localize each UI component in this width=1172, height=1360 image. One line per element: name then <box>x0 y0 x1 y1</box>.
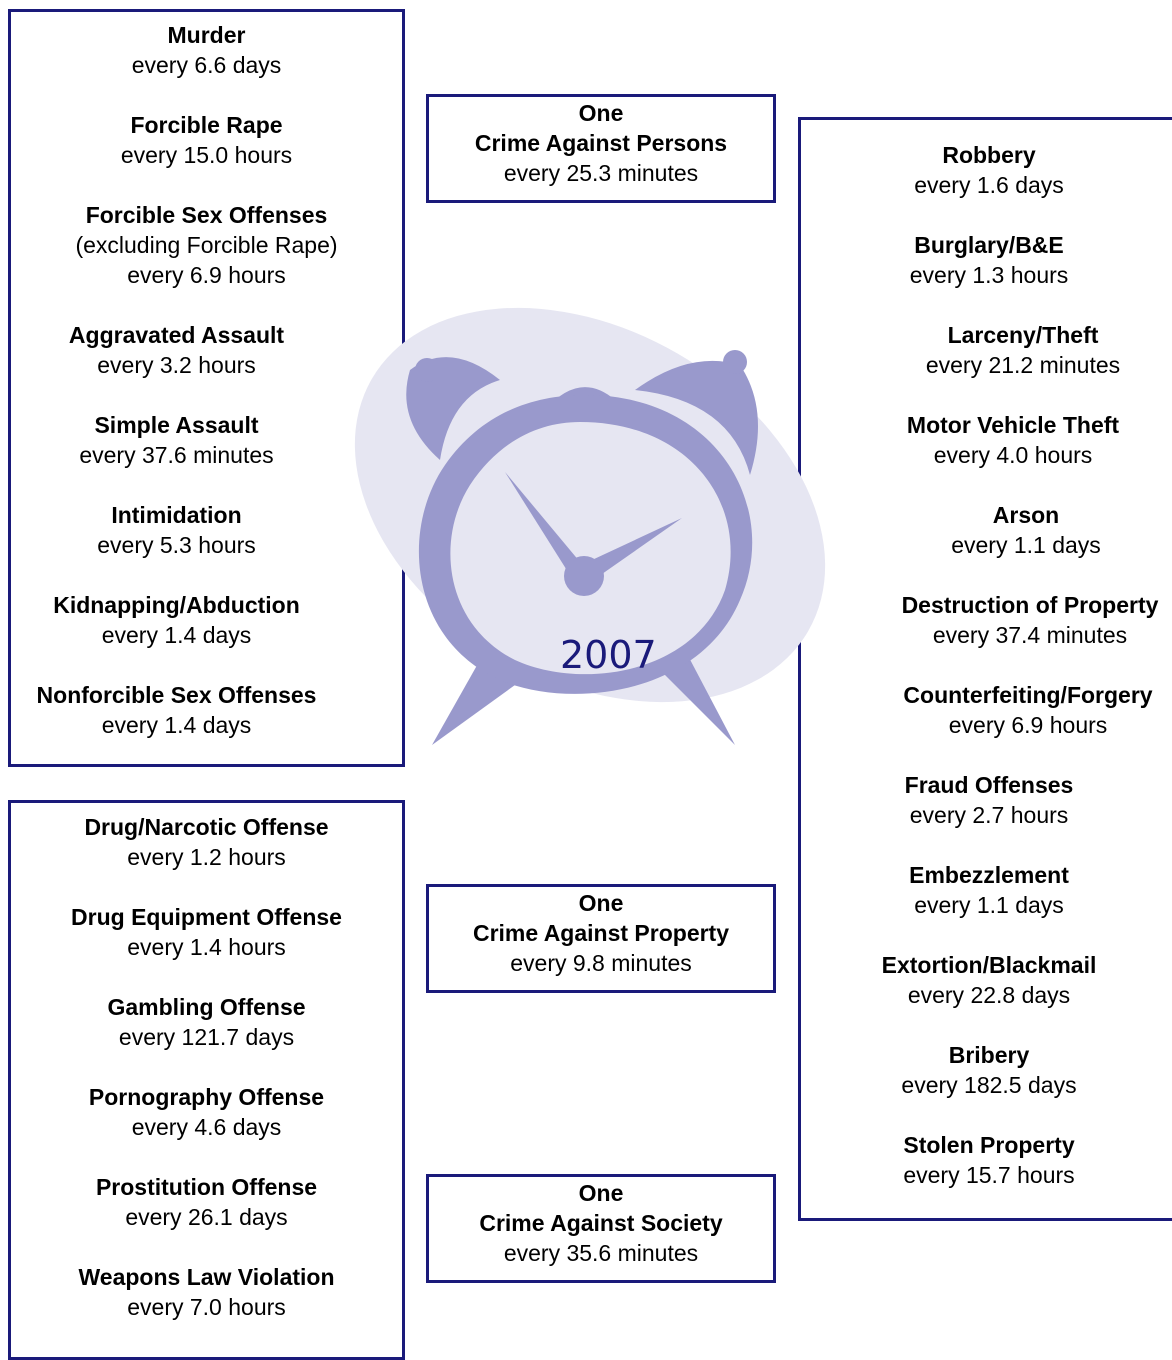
offense-item <box>789 140 1172 200</box>
offense-name: Bribery <box>948 1042 1030 1068</box>
summary-frequency: every 35.6 minutes <box>503 1240 699 1266</box>
offense-item <box>826 500 1172 560</box>
offense-item <box>0 590 372 650</box>
offense-name: Burglary/B&E <box>914 232 1064 258</box>
summary-label: Crime Against Property <box>472 920 730 946</box>
offense-name: Robbery <box>942 142 1036 168</box>
offense-name: Extortion/Blackmail <box>881 952 1097 978</box>
summary-frequency: every 25.3 minutes <box>503 160 699 186</box>
offense-name: Fraud Offenses <box>904 772 1074 798</box>
offense-frequency: every 1.4 days <box>101 712 252 738</box>
property-offenses-box <box>798 117 1172 1221</box>
offense-item <box>830 590 1172 650</box>
offense-frequency: every 4.0 hours <box>933 442 1093 468</box>
offense-item <box>828 680 1172 740</box>
offense-item <box>0 500 372 560</box>
offense-name: Stolen Property <box>903 1132 1075 1158</box>
offense-frequency: every 15.7 hours <box>903 1162 1075 1188</box>
offense-frequency: every 7.0 hours <box>127 1294 286 1320</box>
offense-frequency: every 1.4 days <box>101 622 252 648</box>
left-bell-knob <box>415 358 439 382</box>
offense-frequency: every 182.5 days <box>901 1072 1077 1098</box>
offense-frequency: every 6.6 days <box>131 52 282 78</box>
offense-name: Simple Assault <box>94 412 259 438</box>
offense-item <box>11 812 402 872</box>
offense-frequency: every 3.2 hours <box>97 352 256 378</box>
offense-frequency: every 6.9 hours <box>127 262 286 288</box>
offense-name: Aggravated Assault <box>68 322 285 348</box>
summary-one: One <box>578 100 624 126</box>
offense-note: (excluding Forcible Rape) <box>75 232 338 258</box>
offense-frequency: every 4.6 days <box>131 1114 282 1140</box>
offense-item <box>0 320 372 380</box>
offense-frequency: every 15.0 hours <box>120 142 293 168</box>
offense-name: Arson <box>992 502 1060 528</box>
offense-name: Forcible Sex Offenses <box>85 202 328 228</box>
offense-item <box>789 860 1172 920</box>
summary-one: One <box>578 1180 624 1206</box>
offense-frequency: every 1.2 hours <box>127 844 286 870</box>
offense-name: Murder <box>167 22 246 48</box>
offense-name: Pornography Offense <box>88 1084 325 1110</box>
offense-frequency: every 121.7 days <box>118 1024 295 1050</box>
offense-frequency: every 1.4 hours <box>127 934 286 960</box>
offense-name: Prostitution Offense <box>95 1174 318 1200</box>
offense-item <box>11 992 402 1052</box>
offense-frequency: every 5.3 hours <box>97 532 256 558</box>
clock-center <box>564 556 604 596</box>
offense-item <box>11 902 402 962</box>
offense-name: Drug Equipment Offense <box>71 904 342 930</box>
year-label: 2007 <box>560 633 657 677</box>
offense-frequency: every 2.7 hours <box>909 802 1069 828</box>
right-bell-knob <box>723 350 747 374</box>
offense-item <box>11 1082 402 1142</box>
offense-name: Intimidation <box>111 502 242 528</box>
summary-one: One <box>578 890 624 916</box>
offense-frequency: every 21.2 minutes <box>925 352 1121 378</box>
society-offenses-box <box>8 800 405 1360</box>
offense-item <box>0 680 372 740</box>
offense-frequency: every 1.1 days <box>914 892 1064 918</box>
offense-item <box>11 110 402 170</box>
offense-item <box>789 1040 1172 1100</box>
offense-item <box>789 950 1172 1010</box>
offense-frequency: every 1.6 days <box>914 172 1064 198</box>
offense-item <box>11 20 402 80</box>
offense-name: Nonforcible Sex Offenses <box>36 682 317 708</box>
offense-item <box>11 200 402 290</box>
alarm-clock-icon <box>340 300 850 770</box>
offense-item <box>11 1262 402 1322</box>
offense-item <box>11 1172 402 1232</box>
summary-society <box>426 1174 776 1283</box>
summary-property <box>426 884 776 993</box>
offense-frequency: every 37.4 minutes <box>932 622 1128 648</box>
offense-item <box>813 410 1172 470</box>
offense-item <box>789 1130 1172 1190</box>
offense-frequency: every 6.9 hours <box>948 712 1108 738</box>
offense-item <box>0 410 372 470</box>
summary-label: Crime Against Persons <box>474 130 728 156</box>
offense-item <box>789 230 1172 290</box>
offense-frequency: every 1.3 hours <box>909 262 1069 288</box>
offense-frequency: every 22.8 days <box>907 982 1071 1008</box>
offense-name: Weapons Law Violation <box>78 1264 335 1290</box>
offense-item <box>823 320 1172 380</box>
offense-frequency: every 1.1 days <box>951 532 1101 558</box>
offense-name: Forcible Rape <box>130 112 283 138</box>
offense-frequency: every 37.6 minutes <box>79 442 274 468</box>
summary-frequency: every 9.8 minutes <box>510 950 692 976</box>
summary-label: Crime Against Society <box>479 1210 723 1236</box>
offense-item <box>789 770 1172 830</box>
offense-name: Motor Vehicle Theft <box>906 412 1120 438</box>
offense-name: Drug/Narcotic Offense <box>84 814 329 840</box>
offense-name: Embezzlement <box>909 862 1069 888</box>
offense-name: Counterfeiting/Forgery <box>903 682 1153 708</box>
summary-persons <box>426 94 776 203</box>
offense-name: Gambling Offense <box>107 994 306 1020</box>
offense-name: Kidnapping/Abduction <box>53 592 300 618</box>
offense-frequency: every 26.1 days <box>125 1204 288 1230</box>
offense-name: Destruction of Property <box>901 592 1159 618</box>
offense-name: Larceny/Theft <box>947 322 1099 348</box>
